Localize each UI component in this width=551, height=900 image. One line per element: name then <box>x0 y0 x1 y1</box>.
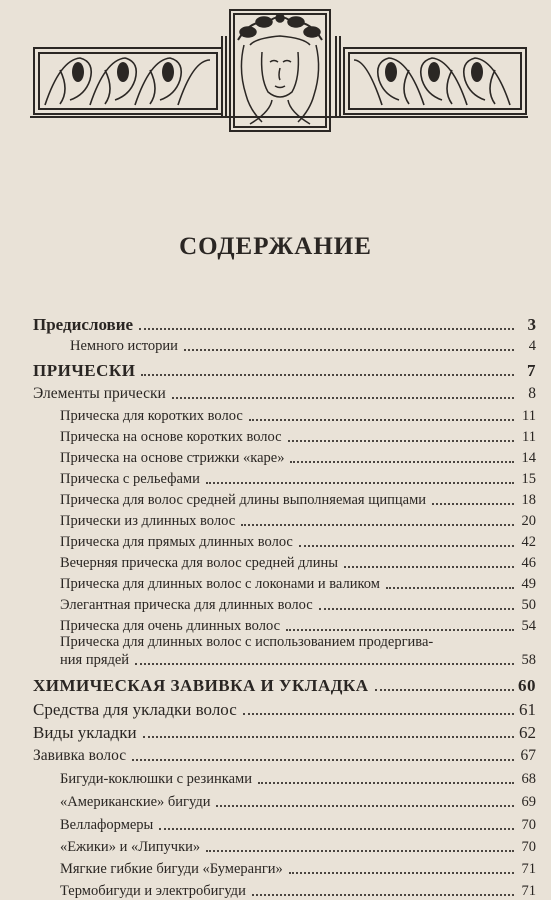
toc-page-number: 70 <box>521 817 536 833</box>
toc-page-number: 15 <box>521 471 536 487</box>
dot-leader <box>288 439 514 442</box>
dot-leader <box>432 502 514 505</box>
toc-entry[interactable] <box>33 701 536 718</box>
dot-leader <box>139 327 514 330</box>
toc-page-number: 14 <box>521 450 536 466</box>
toc-entry-label: Прическа для прямых длинных волос <box>60 534 293 550</box>
toc-page-number: 54 <box>521 618 536 634</box>
dot-leader <box>135 662 514 665</box>
toc-entry-label: ния прядей <box>60 652 130 668</box>
toc-page-number: 46 <box>521 555 536 571</box>
toc-page-number: 49 <box>521 576 536 592</box>
toc-page-number: 7 <box>527 361 536 380</box>
dot-leader <box>344 565 514 568</box>
toc-page-number: 18 <box>521 492 536 508</box>
dot-leader <box>184 348 514 351</box>
toc-entry[interactable] <box>60 409 536 424</box>
dot-leader <box>206 849 514 852</box>
toc-entry-label: Веллаформеры <box>60 817 154 833</box>
toc-page-number: 11 <box>522 408 536 424</box>
dot-leader <box>216 804 514 807</box>
dot-leader <box>243 712 514 715</box>
toc-page-number: 4 <box>528 338 536 354</box>
toc-entry-label: Прическа для коротких волос <box>60 408 243 424</box>
toc-entry[interactable] <box>60 619 536 634</box>
toc-entry[interactable] <box>60 818 536 833</box>
toc-entry-label: Завивка волос <box>33 747 127 764</box>
toc-entry[interactable] <box>70 339 536 354</box>
toc-entry-label: ХИМИЧЕСКАЯ ЗАВИВКА И УКЛАДКА <box>33 676 369 695</box>
toc-entry[interactable] <box>60 514 536 529</box>
toc-entry-label: Средства для укладки волос <box>33 700 237 719</box>
toc-entry-label: Прическа для длинных волос с использованием продергива- <box>60 634 434 650</box>
toc-page-number: 58 <box>521 652 536 668</box>
toc-entry[interactable] <box>60 577 536 592</box>
toc-entry-label: Прическа для волос средней длины выполняемая щипцами <box>60 492 427 508</box>
dot-leader <box>241 523 514 526</box>
toc-page-number: 71 <box>521 861 536 877</box>
dot-leader <box>132 758 514 761</box>
toc-page-number: 69 <box>521 794 536 810</box>
dot-leader <box>143 735 514 738</box>
dot-leader <box>386 586 514 589</box>
toc-entry[interactable] <box>60 535 536 550</box>
toc-page-number: 8 <box>528 385 536 402</box>
toc-entry[interactable] <box>33 316 536 333</box>
toc-entry[interactable] <box>60 653 536 668</box>
toc-entry-label: Вечерняя прическа для волос средней длины <box>60 555 339 571</box>
dot-leader <box>299 544 514 547</box>
dot-leader <box>319 607 514 610</box>
toc-entry-label: Прическа для очень длинных волос <box>60 618 280 634</box>
toc-page-number: 3 <box>527 315 536 334</box>
toc-entry[interactable] <box>60 430 536 445</box>
toc-entry-label: Виды укладки <box>33 723 137 742</box>
toc-entry[interactable] <box>60 884 536 899</box>
toc-entry[interactable] <box>60 772 536 787</box>
toc-page-number: 11 <box>522 429 536 445</box>
dot-leader <box>289 871 514 874</box>
dot-leader <box>375 688 514 691</box>
toc-page-number: 42 <box>521 534 536 550</box>
toc-entry-label: Мягкие гибкие бигуди «Бумеранги» <box>60 861 283 877</box>
toc-entry-label: Термобигуди и электробигуди <box>60 883 246 899</box>
toc-entry[interactable] <box>60 840 536 855</box>
toc-entry[interactable] <box>60 598 536 613</box>
toc-entry[interactable] <box>33 724 536 741</box>
dot-leader <box>290 460 514 463</box>
toc-entry[interactable] <box>60 493 536 508</box>
toc-entry-label: «Американские» бигуди <box>60 794 211 810</box>
dot-leader <box>172 396 514 399</box>
toc-entry-label: Прическа с рельефами <box>60 471 200 487</box>
dot-leader <box>249 418 514 421</box>
toc-entry-label: Прически из длинных волос <box>60 513 236 529</box>
toc-entry[interactable] <box>60 795 536 810</box>
toc-page-number: 50 <box>521 597 536 613</box>
toc-section-heading[interactable] <box>33 362 536 379</box>
toc-page-number: 62 <box>519 723 536 742</box>
dot-leader <box>252 893 514 896</box>
toc-entry[interactable] <box>60 862 536 877</box>
toc-page-number: 71 <box>521 883 536 899</box>
toc-entry[interactable] <box>33 386 536 402</box>
toc-entry-label: Элементы прически <box>33 385 166 402</box>
toc-page-number: 67 <box>520 747 536 764</box>
toc-page-number: 70 <box>521 839 536 855</box>
toc-entry-label: Прическа на основе коротких волос <box>60 429 282 445</box>
toc-entry-label: Бигуди-коклюшки с резинками <box>60 771 252 787</box>
toc-entry-label: Прическа на основе стрижки «каре» <box>60 450 285 466</box>
toc-entry-label: ПРИЧЕСКИ <box>33 361 136 380</box>
toc-entry-label: Элегантная прическа для длинных волос <box>60 597 313 613</box>
toc-entry[interactable] <box>60 556 536 571</box>
toc-entry-label: Немного истории <box>70 338 178 354</box>
toc-entry-label: Прическа для длинных волос с локонами и валиком <box>60 576 380 592</box>
toc-entry[interactable] <box>60 451 536 466</box>
toc-entry-label: «Ежики» и «Липучки» <box>60 839 201 855</box>
page-title: СОДЕРЖАНИЕ <box>179 233 372 260</box>
toc-section-heading[interactable] <box>33 677 536 694</box>
toc-entry[interactable] <box>60 472 536 487</box>
dot-leader <box>286 628 514 631</box>
toc-page-number: 61 <box>519 700 536 719</box>
dot-leader <box>206 481 514 484</box>
toc-page-number: 60 <box>518 676 536 695</box>
dot-leader <box>141 373 514 376</box>
dot-leader <box>258 781 514 784</box>
toc-page-number: 20 <box>521 513 536 529</box>
dot-leader <box>159 827 514 830</box>
toc-page-number: 68 <box>521 771 536 787</box>
toc-entry-label: Предисловие <box>33 315 134 334</box>
toc-entry[interactable] <box>33 748 536 764</box>
